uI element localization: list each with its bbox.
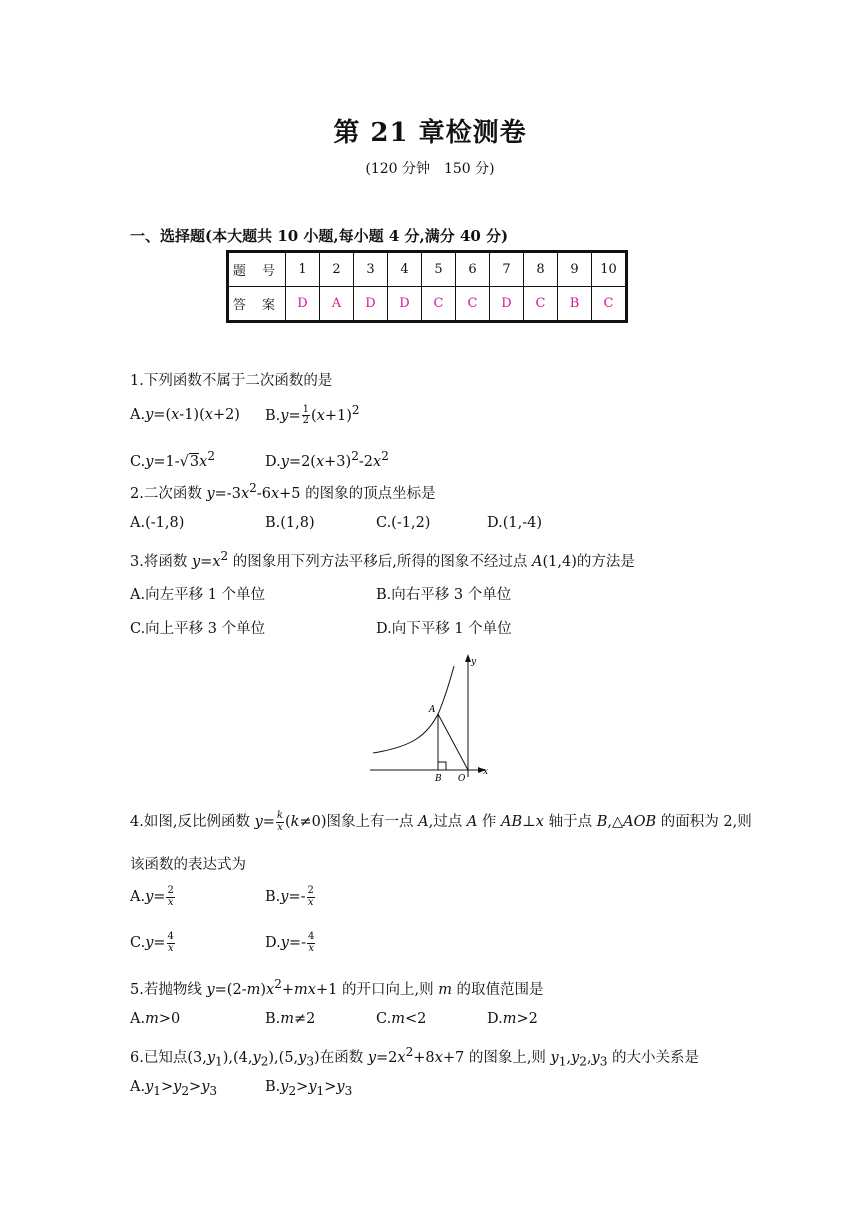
- question-number-cell: 4: [388, 252, 422, 287]
- q4-option-b: B.y=- $\frac{2}{x}$: [265, 885, 314, 908]
- question-number-cell: 2: [320, 252, 354, 287]
- q3-option-d: D.向下平移 1 个单位: [376, 621, 512, 637]
- q3-option-c: C.向上平移 3 个单位: [130, 621, 266, 637]
- answer-cell: C: [592, 287, 627, 322]
- q5-option-a: A.m>0: [130, 1011, 181, 1027]
- answer-cell: B: [558, 287, 592, 322]
- answer-cell: D: [388, 287, 422, 322]
- label-x: x: [483, 767, 489, 777]
- hyperbola-curve: [373, 666, 454, 753]
- q6-stem: 6.已知点$(3,y_1),(4,y_2),(5,y_3)$在函数 $y=2x^2+8x+7$ 的图象上,则 $y_1,y_2,y_3$ 的大小关系是: [130, 1045, 700, 1069]
- q2-option-d: D.(1,-4): [487, 515, 542, 531]
- q3-option-b: B.向右平移 3 个单位: [376, 587, 512, 603]
- label-b: B: [435, 774, 442, 782]
- page-subtitle: (120 分钟 150 分): [365, 161, 495, 177]
- q6-option-b: $B.y_2>y_1>y_3$: [265, 1079, 353, 1098]
- answer-cell: C: [422, 287, 456, 322]
- q1-option-c: $C.y=1-√3x^2$: [130, 449, 216, 470]
- question-number-cell: 1: [286, 252, 320, 287]
- right-angle-mark: [438, 762, 446, 770]
- q1-option-d: $D.y=2(x+3)^2-2x^2$: [265, 449, 389, 470]
- q6-option-a: $A.y_1>y_2>y_3$: [130, 1079, 218, 1098]
- q3-option-a: A.向左平移 1 个单位: [130, 587, 266, 603]
- q4-option-c: C.y= $\frac{4}{x}$: [130, 931, 174, 954]
- question-number-cell: 9: [558, 252, 592, 287]
- question-number-cell: 3: [354, 252, 388, 287]
- q1-option-a: A.y=(x-1)(x+2): [130, 407, 240, 423]
- q4-option-a: A.y= $\frac{2}{x}$: [130, 885, 174, 908]
- q5-stem: 5.若抛物线 $y=(2-m)x^2+mx+1$ 的开口向上,则 m 的取值范围是: [130, 977, 544, 998]
- q2-option-a: A.(-1,8): [130, 515, 185, 531]
- question-number-cell: 7: [490, 252, 524, 287]
- label-o: O: [458, 774, 466, 782]
- answer-cell: C: [456, 287, 490, 322]
- q4-stem-line2: 该函数的表达式为: [130, 857, 246, 873]
- q5-option-d: D.m>2: [487, 1011, 538, 1027]
- answer-cell: A: [320, 287, 354, 322]
- q3-stem: 3.将函数 $y=x^2$ 的图象用下列方法平移后,所得的图象不经过点 A(1,4)的方法是: [130, 549, 635, 570]
- answer-table: [226, 250, 628, 323]
- question-number-cell: 10: [592, 252, 627, 287]
- q2-option-c: C.(-1,2): [376, 515, 431, 531]
- answer-cell: D: [286, 287, 320, 322]
- hyperbola-figure: [365, 652, 500, 782]
- question-number-cell: 6: [456, 252, 490, 287]
- question-number-cell: 8: [524, 252, 558, 287]
- answer-table-answer-row: [228, 287, 627, 322]
- answer-table-row-header: 答 案: [228, 287, 286, 322]
- q4-stem-line1: 4.如图,反比例函数 y= $\frac{k}{x}$ (k≠0)图象上有一点 A,过点 A 作 AB⊥x 轴于点 B,△AOB 的面积为 2,则: [130, 810, 752, 833]
- q2-option-b: B.(1,8): [265, 515, 315, 531]
- q2-stem: 2.二次函数 $y=-3x^2-6x+5$ 的图象的顶点坐标是: [130, 481, 436, 502]
- page-title: 第 21 章检测卷: [333, 118, 527, 148]
- answer-cell: C: [524, 287, 558, 322]
- q5-option-b: B.m≠2: [265, 1011, 316, 1027]
- q5-option-c: C.m<2: [376, 1011, 427, 1027]
- label-a: A: [429, 705, 436, 715]
- section-heading: 一、选择题(本大题共 10 小题,每小题 4 分,满分 40 分): [130, 227, 509, 245]
- q1-option-b: B.y= $\frac{1}{2}$ $(x+1)^2$: [265, 403, 360, 427]
- q4-option-d: D.y=- $\frac{4}{x}$: [265, 931, 315, 954]
- question-number-cell: 5: [422, 252, 456, 287]
- answer-cell: D: [354, 287, 388, 322]
- answer-cell: D: [490, 287, 524, 322]
- q1-stem: 1.下列函数不属于二次函数的是: [130, 373, 333, 389]
- answer-table-row-header: 题 号: [228, 252, 286, 287]
- answer-table-number-row: [228, 252, 627, 287]
- label-y: y: [471, 657, 477, 667]
